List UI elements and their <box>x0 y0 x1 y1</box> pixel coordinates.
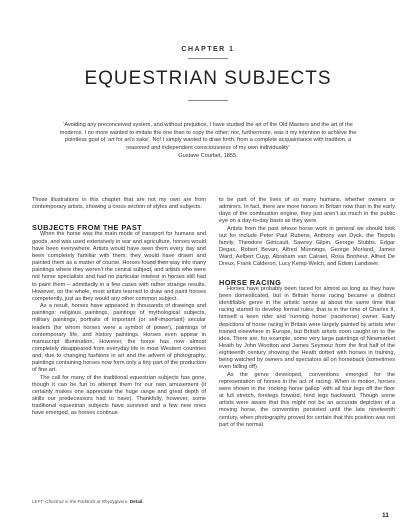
body-paragraph: Horses have probably been raced for almost as long as they have been domesticated, but in Britain horse racing became a distinct identifiable genre in the artistic sense at about the same time that racing started to develop formal rules; that is in the time of Charles II, himself a keen rider and ‘running horse’ (racehorse) owner. Early depictions of horse racing in Britain were largely painted by artists who trained elsewhere in Europe, but British artists soon caught on to the idea. There are, for example, some very large paintings of Newmarket Heath by John Wootton and James Seymour from the first half of the eighteenth century showing the Heath dotted with horses in training, being watched by owners and spectators all on horseback (sometimes even falling off). <box>219 285 395 371</box>
epigraph-quote: ‘Avoiding any preconceived system, and without prejudice, I have studied the art of the Old Masters and the art of the moderns. I no more wanted to imitate the one than to copy the other; nor, furthermore, was it my intention to achieve the pointless goal of ‘art for art’s sake’. No! I simply wanted to draw forth, from a complete acquaintance with tradition, a reasoned and independent consciousness of my own individuality’ <box>59 122 357 152</box>
page-number: 11 <box>382 512 389 519</box>
body-paragraph: As a result, horses have appeared in thousands of drawings and paintings: religious paintings, paintings of mythological subjects, military paintings, portraits of important (or self-important) secular leaders (for whom horses were a symbol of power), paintings of contemporary life, and history paintings. Horses even appear in manuscript illumination. However, the horse has now almost completely disappeared from everyday life in most Western countries and, due to changing fashions in art and the advent of photography, paintings containing horses now form only a tiny part of the production of fine art. <box>32 303 206 374</box>
epigraph-attribution: Gustave Courbet, 1855. <box>178 152 238 159</box>
image-caption <box>32 499 144 504</box>
body-paragraph: Artists from the past whose horse work in general we should look out for include Peter Paul Rubens, Anthony van Dyck, the Tiepolo family, Theodore Géricault, Sawrey Gilpin, George Stubbs, Edgar Degas, Robert Bevan, Alfred Munnings, George Morland, James Ward, Aelbert Cuyp, Abraham van Calraet, Rosa Bonheur, Alfred De Dreux, Frank Calderon, Lucy Kemp-Welch, and Edwin Landseer. <box>219 225 395 268</box>
title-rule-top <box>188 58 228 59</box>
section-heading-horse-racing: HORSE RACING <box>219 277 282 287</box>
watermark-icon <box>150 261 172 281</box>
watermark-logo <box>150 261 260 281</box>
caption-title: Chestnut in the Paddock at Rhydygwern. <box>45 499 129 504</box>
right-column <box>219 197 395 429</box>
intro-paragraph: Those illustrations in this chapter that are not my own are from contemporary artists, showing a cross section of styles and subjects. <box>32 197 206 211</box>
title-rule-bottom <box>188 100 228 101</box>
body-paragraph: As the genre developed, conventions emerged for the representation of horses in the act of racing. When in motion, horses were shown in the ‘rocking horse gallop’ with all four legs off the floor at full stretch, forelegs forward, hind legs backward. Though some artists were aware that this might not be an accurate depiction of a moving horse, the convention persisted until the late nineteenth century, when photography proved for certain that this position was not part of the normal <box>219 371 395 428</box>
chapter-title: EQUESTRIAN SUBJECTS <box>84 68 332 89</box>
body-paragraph: The call for many of the traditional equestrian subjects has gone, though it can be fun to attempt them for our own amusement (it certainly makes one appreciate the huge range and great depth of skills our predecessors had to have). Thankfully, however, some traditional equestrian subjects have survived and a few new ones have emerged, as horses continue <box>32 374 206 417</box>
caption-ref: LEFT: <box>32 499 44 504</box>
section-heading-subjects-from-the-past: SUBJECTS FROM THE PAST <box>32 223 143 233</box>
caption-medium: Detail. <box>129 499 144 504</box>
epigraph <box>58 122 358 161</box>
body-paragraph: When the horse was the main mode of transport for humans and goods, and was used extensively in war and agriculture, horses would have been everywhere. Artists would have seen them every day and been completely familiar with them; they would have drawn and painted them as a matter of course. Horses found their way into many paintings where they weren’t the central subject, and artists who were not horse specialists and had no particular interest in horses still had to paint them – admittedly in a few cases with rather strange results. However, on the whole, most artists learned to draw and paint horses competently, just as they would any other common subject. <box>32 231 206 302</box>
left-column <box>32 197 206 418</box>
body-paragraph: to be part of the lives of so many humans, whether owners or admirers. In fact, there are more horses in Britain now than in the early days of the combustion engine, they just aren’t as much in the public eye on a day-to-day basis as they were. <box>219 197 395 225</box>
chapter-label: CHAPTER 1 <box>181 46 235 53</box>
